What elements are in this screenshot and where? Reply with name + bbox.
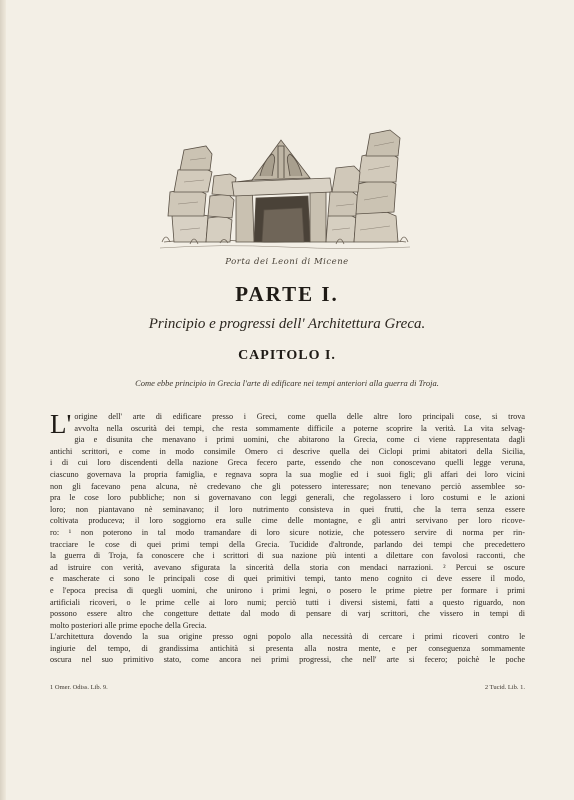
- text-line: la guerra di Troja, fa conoscere che i scrittori di sua nazione più intenti a dilettare con favolosi racconti, che: [50, 551, 525, 561]
- lion-gate-engraving: [160, 120, 410, 258]
- text-line: antichi scrittori, e come in modo consimile Omero ci descrive quella dei Ciclopi primi abitatori della Sicilia,: [50, 446, 525, 456]
- text-line: ro: ¹ non poterono in tal modo tramandare di loro sicure notizie, che potessero servire di norma per rin-: [50, 527, 525, 537]
- text-line: origine dell' arte di edificare presso i Greci, come quella delle altre loro principali cose, si trova: [74, 412, 525, 421]
- text-line: molto posteriori alle prime epoche della Grecia.: [50, 620, 207, 630]
- page-edge: [0, 0, 6, 800]
- engraving-caption: Porta dei Leoni di Micene: [225, 257, 349, 267]
- chapter-subtitle: Come ebbe principio in Grecia l'arte di edificare nei tempi anteriori alla guerra di Troja.: [135, 378, 439, 388]
- first-paragraph-opening: [50, 409, 525, 439]
- text-line: coltivata produceva; il loro soggiorno era sulle cime delle montagne, e gli antri servivano per loro ricove-: [50, 516, 525, 526]
- text-line: artificiali ricoveri, o le prime celle ai loro numi; perciò tutti i diversi sistemi, fatti a questo riguardo, non: [50, 597, 525, 607]
- text-line: ad istruire con verità, avevano sfigurata la sincerità della storia con mendaci narrazioni. ² Percui se oscure: [50, 562, 525, 572]
- part-subtitle: Principio e progressi dell' Architettura Greca.: [148, 316, 426, 332]
- body-text: [50, 411, 525, 666]
- footnote-left: 1 Omer. Odiss. Lib. 9.: [50, 684, 108, 691]
- text-line: ciascuno governava la propria famiglia, e regnava sopra la sua moglie ed i suoi figli; gli affari dei loro vicini: [50, 469, 525, 479]
- text-line: e l'epoca precisa di quegli uomini, che unirono i primi legni, o posero le prime pietre per formare i primi: [50, 585, 525, 595]
- text-line: possono essere altro che congetture dettate dal modo di pensare di varj scrittori, che vissero in tempi di: [50, 609, 525, 619]
- text-line: L'architettura dovendo la sua origine presso ogni popolo alla necessità di cercare i primi ricoveri contro le: [50, 632, 525, 642]
- text-line: e mascherate ci sono le principali cose di quei primitivi tempi, tanto meno cognito ci deve essere il modo,: [50, 574, 525, 584]
- text-line: non gli facevano pena alcuna, nè credevano che gli potessero interessare; non tenevano perciò assemblee so-: [50, 481, 525, 491]
- text-line: loro; non piantavano nè seminavano; il loro nutrimento consisteva in quei frutti, che la terra senza essere: [50, 504, 525, 514]
- part-title: PARTE I.: [235, 282, 339, 306]
- text-line: oscura nel suo primitivo stato, come ancora nei primi progressi, che nell' arte si fecero; poichè le poche: [50, 655, 525, 665]
- text-line: avvolta nella oscurità dei tempi, che resta sommamente difficile a poterne scoprire la verità. La vita selvag-: [74, 423, 525, 433]
- text-line: tracciare le cose di quei primi tempi della Grecia. Tucidide d'altronde, parlando dei tempi che precedettero: [50, 539, 525, 549]
- text-line: i di cui loro discendenti della nazione Greca fecero parte, essendo che non conoscevano quelli legge veruna,: [50, 458, 525, 468]
- chapter-title: CAPITOLO I.: [238, 348, 336, 363]
- drop-cap: L': [50, 409, 72, 439]
- footnote-right: 2 Tucid. Lib. 1.: [484, 684, 525, 691]
- text-line: ingiurie del tempo, di grandissima antichità si presenta alla nostra mente, e per conseguenza sommamente: [50, 643, 525, 653]
- text-line: pra le cose loro pubbliche; non si governavano con leggi generali, che regolassero i loro costumi e le azioni: [50, 493, 525, 503]
- text-line: gia e disunita che menavano i primi uomini, che abitarono la Grecia, come ci viene rappresentata dagli: [74, 435, 525, 445]
